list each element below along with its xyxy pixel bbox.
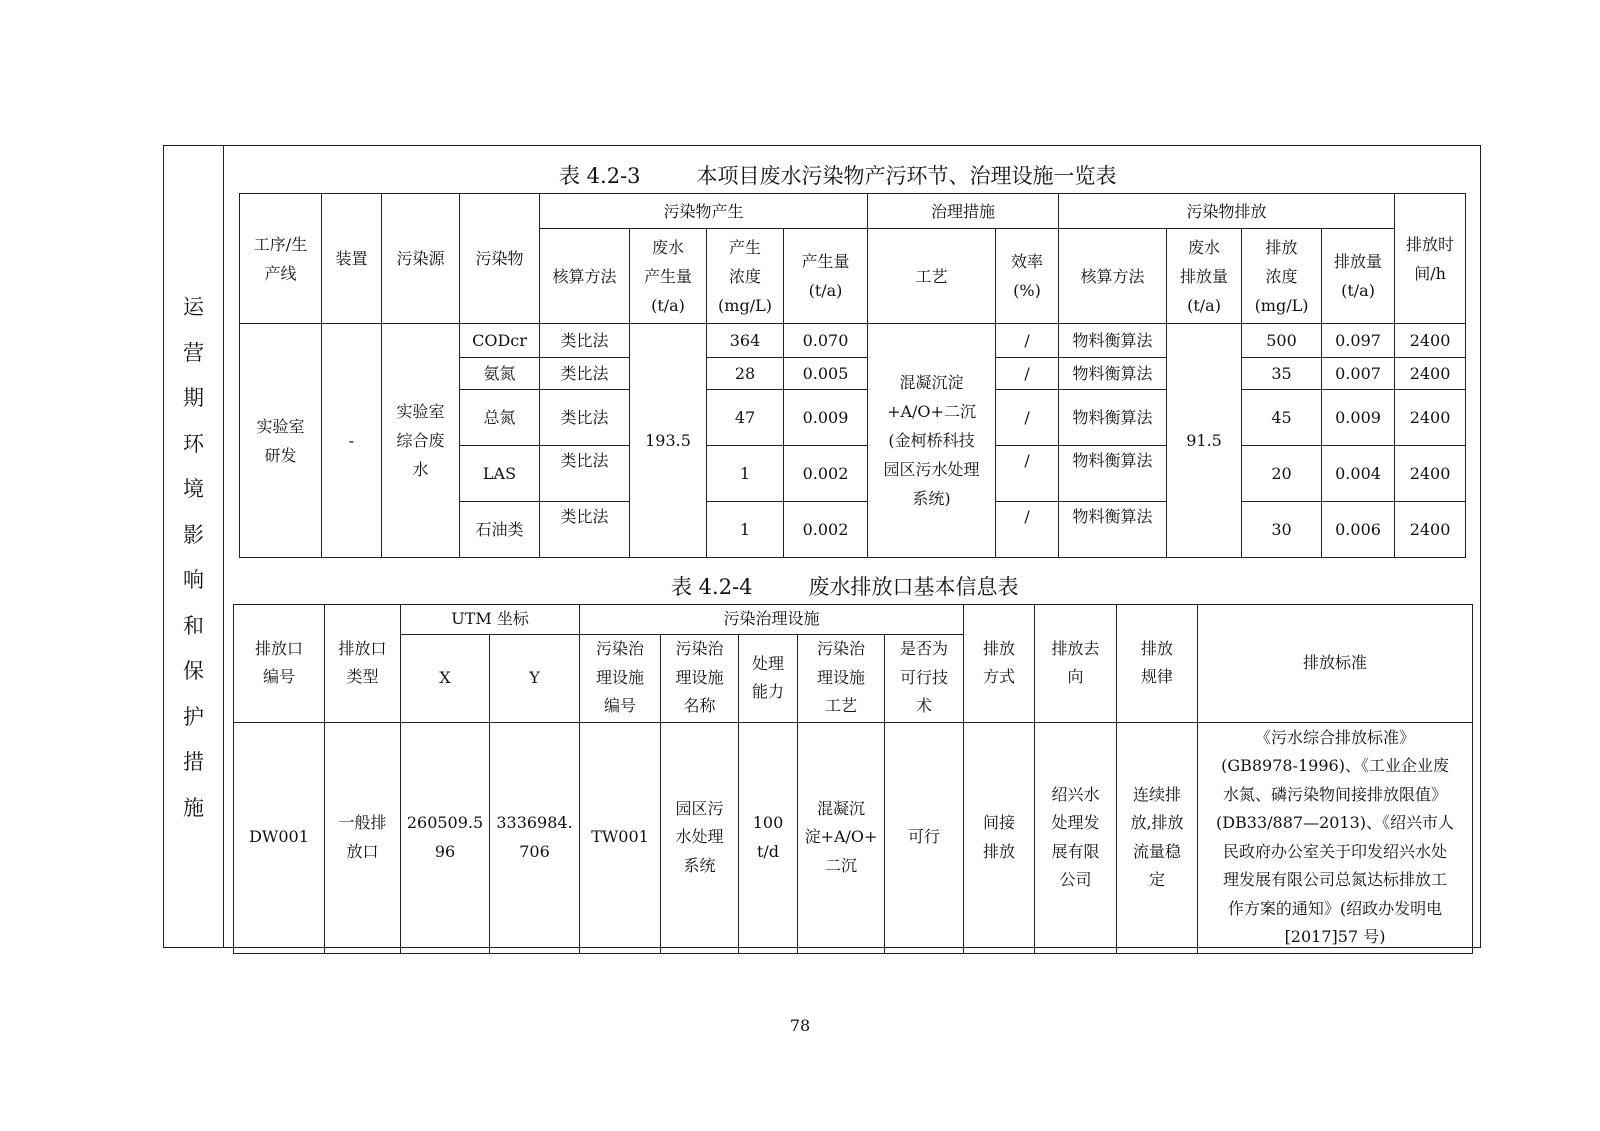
side-char: 运 xyxy=(183,295,204,319)
cell-facility-no: TW001 xyxy=(580,722,661,953)
side-char: 护 xyxy=(183,704,204,729)
text-line: 效率 xyxy=(1011,252,1044,271)
hdr-discharge-mode xyxy=(964,605,1035,723)
cell-method: 类比法 xyxy=(540,324,630,358)
hdr-technology: 工艺 xyxy=(868,229,996,324)
cell-efficiency: / xyxy=(996,502,1059,558)
text-line: 术 xyxy=(916,696,933,716)
side-char: 环 xyxy=(183,431,204,456)
hdr-facility-group: 污染治理设施 xyxy=(580,605,964,635)
cell-x xyxy=(401,722,490,953)
hdr-calc-method-discharge: 核算方法 xyxy=(1059,229,1167,324)
hdr-source: 污染源 xyxy=(382,194,460,324)
cell-wastewater-discharge: 91.5 xyxy=(1167,324,1242,558)
cell-generation-amount: 0.002 xyxy=(784,446,868,502)
cell-discharge-concentration: 45 xyxy=(1242,390,1322,446)
text-line: 工序/生 xyxy=(253,234,308,254)
text-line: 间接 xyxy=(983,813,1016,832)
text-line: 《污水综合排放标准》 xyxy=(1255,727,1416,747)
cell-generation-concentration: 364 xyxy=(707,324,784,358)
table-wastewater-pollutants xyxy=(239,193,1466,558)
cell-discharge-rule xyxy=(1117,722,1198,953)
hdr-group-discharge: 污染物排放 xyxy=(1059,194,1395,229)
text-line: 绍兴水 xyxy=(1051,784,1100,804)
side-label xyxy=(163,285,224,831)
text-line: 作方案的通知》(绍政办发明电 xyxy=(1227,898,1443,918)
text-line: 能力 xyxy=(752,682,785,701)
text-line: 排放 xyxy=(1265,237,1298,257)
text-line: 编号 xyxy=(604,696,637,716)
text-line: 放口 xyxy=(346,841,379,861)
cell-discharge-amount: 0.006 xyxy=(1322,502,1395,558)
hdr-discharge-destination xyxy=(1035,605,1117,723)
text-line: 系统 xyxy=(683,855,716,875)
cell-efficiency: / xyxy=(996,324,1059,358)
text-line: (DB33/887—2013)、《绍兴市人 xyxy=(1215,813,1455,832)
text-line: 实验室 xyxy=(396,402,445,421)
text-line: 浓度 xyxy=(728,266,761,286)
hdr-discharge-rule xyxy=(1117,605,1198,723)
side-char: 和 xyxy=(183,613,204,638)
text-line: 产线 xyxy=(264,263,297,283)
cell-process xyxy=(240,324,322,558)
text-line: 水处理 xyxy=(675,827,724,847)
text-line: 处理发 xyxy=(1051,813,1100,832)
text-line: 工艺 xyxy=(825,696,858,716)
text-line: (金柯桥科技 xyxy=(888,431,975,450)
text-line: 污染治 xyxy=(817,639,866,659)
cell-generation-amount: 0.070 xyxy=(784,324,868,358)
cell-pollutant: LAS xyxy=(460,446,540,502)
text-line: 污染治 xyxy=(596,639,645,659)
hdr-facility-no xyxy=(580,634,661,722)
table2-caption xyxy=(671,571,1019,601)
cell-device: - xyxy=(322,324,382,558)
text-line: (mg/L) xyxy=(1254,295,1309,315)
cell-pollutant: 石油类 xyxy=(460,502,540,558)
text-line: 编号 xyxy=(262,667,295,687)
cell-generation-concentration: 1 xyxy=(707,446,784,502)
cell-discharge-amount: 0.009 xyxy=(1322,390,1395,446)
hdr-outlet-no xyxy=(234,605,325,723)
table-row xyxy=(240,324,1466,358)
text-line: 规律 xyxy=(1141,667,1174,687)
hdr-discharge-amount xyxy=(1322,229,1395,324)
text-line: 公司 xyxy=(1059,870,1092,889)
cell-generation-concentration: 28 xyxy=(707,358,784,390)
hdr-device: 装置 xyxy=(322,194,382,324)
hdr-feasible xyxy=(885,634,964,722)
text-line: 废水 xyxy=(651,237,684,257)
text-line: 排放 xyxy=(983,841,1016,861)
text-line: 产生量 xyxy=(801,252,850,271)
cell-discharge-time: 2400 xyxy=(1395,502,1466,558)
hdr-facility-name xyxy=(661,634,739,722)
text-line: 排放去 xyxy=(1051,638,1100,658)
text-line: [2017]57 号) xyxy=(1284,927,1386,946)
cell-method: 类比法 xyxy=(540,390,630,446)
text-line: 96 xyxy=(434,841,456,861)
text-line: 水氮、磷污染物间接排放限值》 xyxy=(1223,784,1448,804)
hdr-generation-concentration xyxy=(707,229,784,324)
text-line: 流量稳 xyxy=(1133,841,1182,861)
text-line: 处理 xyxy=(752,653,785,673)
cell-pollutant: 总氮 xyxy=(460,390,540,446)
cell-method: 类比法 xyxy=(540,502,630,558)
text-line: 二沉 xyxy=(825,855,858,875)
cell-method: 类比法 xyxy=(540,446,630,502)
cell-facility-name xyxy=(661,722,739,953)
text-line: 理设施 xyxy=(596,667,645,687)
cell-method-discharge: 物料衡算法 xyxy=(1059,446,1167,502)
cell-method-discharge: 物料衡算法 xyxy=(1059,324,1167,358)
text-line: 废水 xyxy=(1188,237,1221,257)
text-line: 理设施 xyxy=(817,667,866,687)
cell-discharge-mode xyxy=(964,722,1035,953)
text-line: 展有限 xyxy=(1051,841,1100,861)
cell-pollutant: 氨氮 xyxy=(460,358,540,390)
hdr-utm: UTM 坐标 xyxy=(401,605,580,635)
cell-method: 类比法 xyxy=(540,358,630,390)
table1-number: 表 4.2-3 xyxy=(559,164,641,188)
text-line: 连续排 xyxy=(1133,784,1182,804)
text-line: 类型 xyxy=(346,667,379,687)
text-line: t/d xyxy=(756,841,780,861)
hdr-group-treatment: 治理措施 xyxy=(868,194,1059,229)
cell-method-discharge: 物料衡算法 xyxy=(1059,390,1167,446)
text-line: 园区污水处理 xyxy=(883,460,980,479)
cell-discharge-time: 2400 xyxy=(1395,324,1466,358)
page-number: 78 xyxy=(789,1016,811,1035)
cell-feasible: 可行 xyxy=(885,722,964,953)
side-char: 境 xyxy=(183,477,204,501)
text-line: (GB8978-1996)、《工业企业废 xyxy=(1221,756,1449,775)
side-char: 响 xyxy=(183,568,204,592)
hdr-generation-amount xyxy=(784,229,868,324)
cell-wastewater-generation: 193.5 xyxy=(630,324,707,558)
text-line: 研发 xyxy=(264,445,297,465)
text-line: 园区污 xyxy=(675,798,724,818)
hdr-x: X xyxy=(401,634,490,722)
text-line: (t/a) xyxy=(651,295,685,315)
text-line: 是否为 xyxy=(900,639,949,659)
cell-outlet-no: DW001 xyxy=(234,722,325,953)
text-line: (mg/L) xyxy=(718,295,772,315)
text-line: 排放量 xyxy=(1334,252,1383,271)
cell-discharge-amount: 0.097 xyxy=(1322,324,1395,358)
text-line: 实验室 xyxy=(256,416,305,436)
hdr-process xyxy=(240,194,322,324)
text-line: 一般排 xyxy=(338,813,387,832)
hdr-y: Y xyxy=(490,634,580,722)
hdr-wastewater-generation xyxy=(630,229,707,324)
cell-discharge-concentration: 35 xyxy=(1242,358,1322,390)
cell-discharge-concentration: 20 xyxy=(1242,446,1322,502)
cell-discharge-amount: 0.007 xyxy=(1322,358,1395,390)
hdr-discharge-time xyxy=(1395,194,1466,324)
table-discharge-outlet xyxy=(233,604,1473,954)
text-line: 系统) xyxy=(912,489,951,508)
cell-outlet-type xyxy=(325,722,401,953)
text-line: 产生量 xyxy=(643,266,692,286)
cell-discharge-time: 2400 xyxy=(1395,358,1466,390)
text-line: 综合废 xyxy=(396,431,445,450)
table2-number: 表 4.2-4 xyxy=(671,575,753,599)
cell-discharge-destination xyxy=(1035,722,1117,953)
side-char: 措 xyxy=(183,750,204,774)
text-line: 100 xyxy=(752,813,784,832)
text-line: 放,排放 xyxy=(1130,813,1184,832)
text-line: 可行技 xyxy=(900,667,949,687)
cell-generation-concentration: 1 xyxy=(707,502,784,558)
text-line: 名称 xyxy=(683,696,716,716)
cell-standard xyxy=(1198,722,1473,953)
hdr-discharge-concentration xyxy=(1242,229,1322,324)
cell-efficiency: / xyxy=(996,446,1059,502)
text-line: 3336984. xyxy=(496,813,573,832)
text-line: 定 xyxy=(1149,870,1166,889)
cell-y xyxy=(490,722,580,953)
table-row xyxy=(234,722,1473,953)
text-line: 排放时 xyxy=(1406,234,1455,254)
cell-capacity xyxy=(739,722,798,953)
text-line: (%) xyxy=(1013,281,1041,300)
text-line: 混凝沉淀 xyxy=(899,373,964,392)
hdr-facility-technology xyxy=(798,634,885,722)
text-line: 排放量 xyxy=(1180,266,1229,286)
text-line: 排放 xyxy=(983,638,1016,658)
cell-discharge-concentration: 500 xyxy=(1242,324,1322,358)
hdr-group-generation: 污染物产生 xyxy=(540,194,868,229)
text-line: (t/a) xyxy=(808,281,843,300)
side-column xyxy=(163,145,224,948)
cell-source xyxy=(382,324,460,558)
text-line: +A/O+二沉 xyxy=(887,402,976,421)
text-line: 排放口 xyxy=(254,638,303,658)
table1-caption xyxy=(559,160,1117,190)
text-line: (t/a) xyxy=(1187,295,1221,315)
cell-method-discharge: 物料衡算法 xyxy=(1059,502,1167,558)
text-line: 水 xyxy=(412,460,429,479)
hdr-wastewater-discharge xyxy=(1167,229,1242,324)
side-char: 影 xyxy=(183,522,204,547)
hdr-pollutant: 污染物 xyxy=(460,194,540,324)
text-line: 产生 xyxy=(728,237,761,257)
text-line: 理设施 xyxy=(675,667,724,687)
hdr-standard: 排放标准 xyxy=(1198,605,1473,723)
text-line: 淀+A/O+ xyxy=(804,827,878,847)
text-line: 理发展有限公司总氮达标排放工 xyxy=(1223,870,1448,889)
side-char: 施 xyxy=(183,795,204,820)
cell-generation-amount: 0.009 xyxy=(784,390,868,446)
cell-technology xyxy=(868,324,996,558)
hdr-calc-method: 核算方法 xyxy=(540,229,630,324)
text-line: 污染治 xyxy=(675,639,724,659)
cell-efficiency: / xyxy=(996,358,1059,390)
cell-pollutant: CODcr xyxy=(460,324,540,358)
side-char: 营 xyxy=(183,340,204,365)
text-line: (t/a) xyxy=(1341,281,1375,300)
cell-method-discharge: 物料衡算法 xyxy=(1059,358,1167,390)
cell-efficiency: / xyxy=(996,390,1059,446)
cell-facility-technology xyxy=(798,722,885,953)
cell-generation-concentration: 47 xyxy=(707,390,784,446)
text-line: 方式 xyxy=(983,667,1016,687)
text-line: 706 xyxy=(519,841,550,861)
table2-title: 废水排放口基本信息表 xyxy=(808,575,1019,599)
cell-discharge-time: 2400 xyxy=(1395,446,1466,502)
hdr-capacity xyxy=(739,634,798,722)
table1-title: 本项目废水污染物产污环节、治理设施一览表 xyxy=(696,164,1117,188)
cell-generation-amount: 0.005 xyxy=(784,358,868,390)
side-char: 保 xyxy=(183,659,204,683)
text-line: 向 xyxy=(1067,667,1084,687)
text-line: 排放 xyxy=(1141,638,1174,658)
hdr-efficiency xyxy=(996,229,1059,324)
cell-discharge-time: 2400 xyxy=(1395,390,1466,446)
cell-generation-amount: 0.002 xyxy=(784,502,868,558)
text-line: 混凝沉 xyxy=(817,798,866,818)
text-line: 民政府办公室关于印发绍兴水处 xyxy=(1223,841,1448,861)
hdr-outlet-type xyxy=(325,605,401,723)
cell-discharge-amount: 0.004 xyxy=(1322,446,1395,502)
text-line: 浓度 xyxy=(1265,266,1298,286)
text-line: 排放口 xyxy=(338,638,387,658)
side-char: 期 xyxy=(183,386,204,410)
text-line: 间/h xyxy=(1414,263,1446,283)
cell-discharge-concentration: 30 xyxy=(1242,502,1322,558)
text-line: 260509.5 xyxy=(406,813,484,832)
